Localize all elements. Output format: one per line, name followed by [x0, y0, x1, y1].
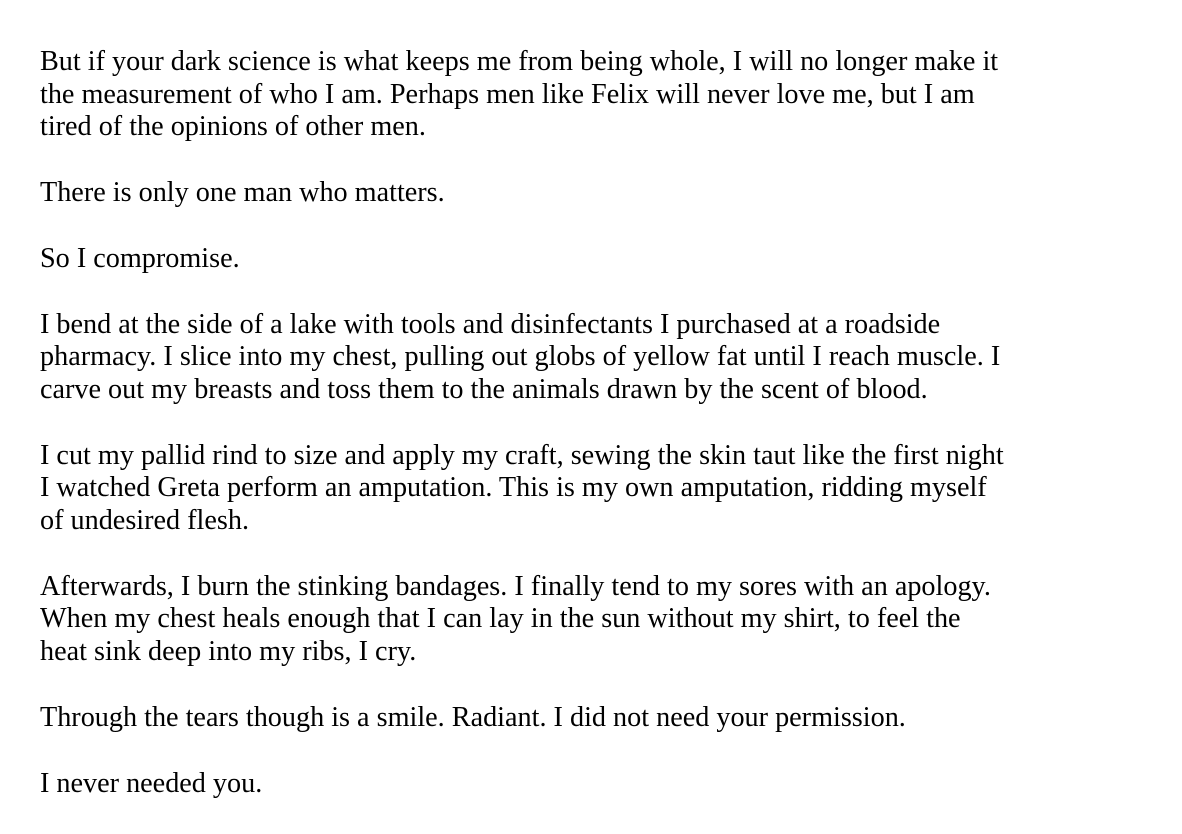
paragraph-line: the measurement of who I am. Perhaps men like Felix will never love me, but I am	[40, 78, 975, 110]
paragraph-line: I never needed you.	[40, 767, 263, 799]
paragraph-line: So I compromise.	[40, 242, 240, 274]
paragraph-line: There is only one man who matters.	[40, 177, 445, 209]
paragraph-4	[40, 309, 1142, 407]
paragraph-7	[40, 702, 1142, 735]
paragraph-line: Through the tears though is a smile. Radiant. I did not need your permission.	[40, 701, 906, 733]
paragraph-line: I cut my pallid rind to size and apply my craft, sewing the skin taut like the first night	[40, 439, 1004, 471]
paragraph-line: carve out my breasts and toss them to the animals drawn by the scent of blood.	[40, 373, 928, 405]
paragraph-line: of undesired flesh.	[40, 505, 249, 537]
paragraph-1	[40, 46, 1142, 144]
paragraph-5	[40, 440, 1142, 538]
paragraph-line: tired of the opinions of other men.	[40, 111, 426, 143]
paragraph-line: heat sink deep into my ribs, I cry.	[40, 636, 417, 668]
paragraph-line: I bend at the side of a lake with tools and disinfectants I purchased at a roadside	[40, 308, 941, 340]
paragraph-2	[40, 177, 1142, 210]
paragraph-line: Afterwards, I burn the stinking bandages. I finally tend to my sores with an apology.	[40, 570, 991, 602]
paragraph-line: pharmacy. I slice into my chest, pulling out globs of yellow fat until I reach muscle. I	[40, 341, 1001, 373]
paragraph-6	[40, 571, 1142, 669]
paragraph-line: I watched Greta perform an amputation. This is my own amputation, ridding myself	[40, 472, 987, 504]
paragraph-line: When my chest heals enough that I can lay in the sun without my shirt, to feel the	[40, 603, 961, 635]
paragraph-3	[40, 243, 1142, 276]
paragraph-line: But if your dark science is what keeps me from being whole, I will no longer make it	[40, 46, 999, 77]
paragraph-8	[40, 768, 1142, 801]
